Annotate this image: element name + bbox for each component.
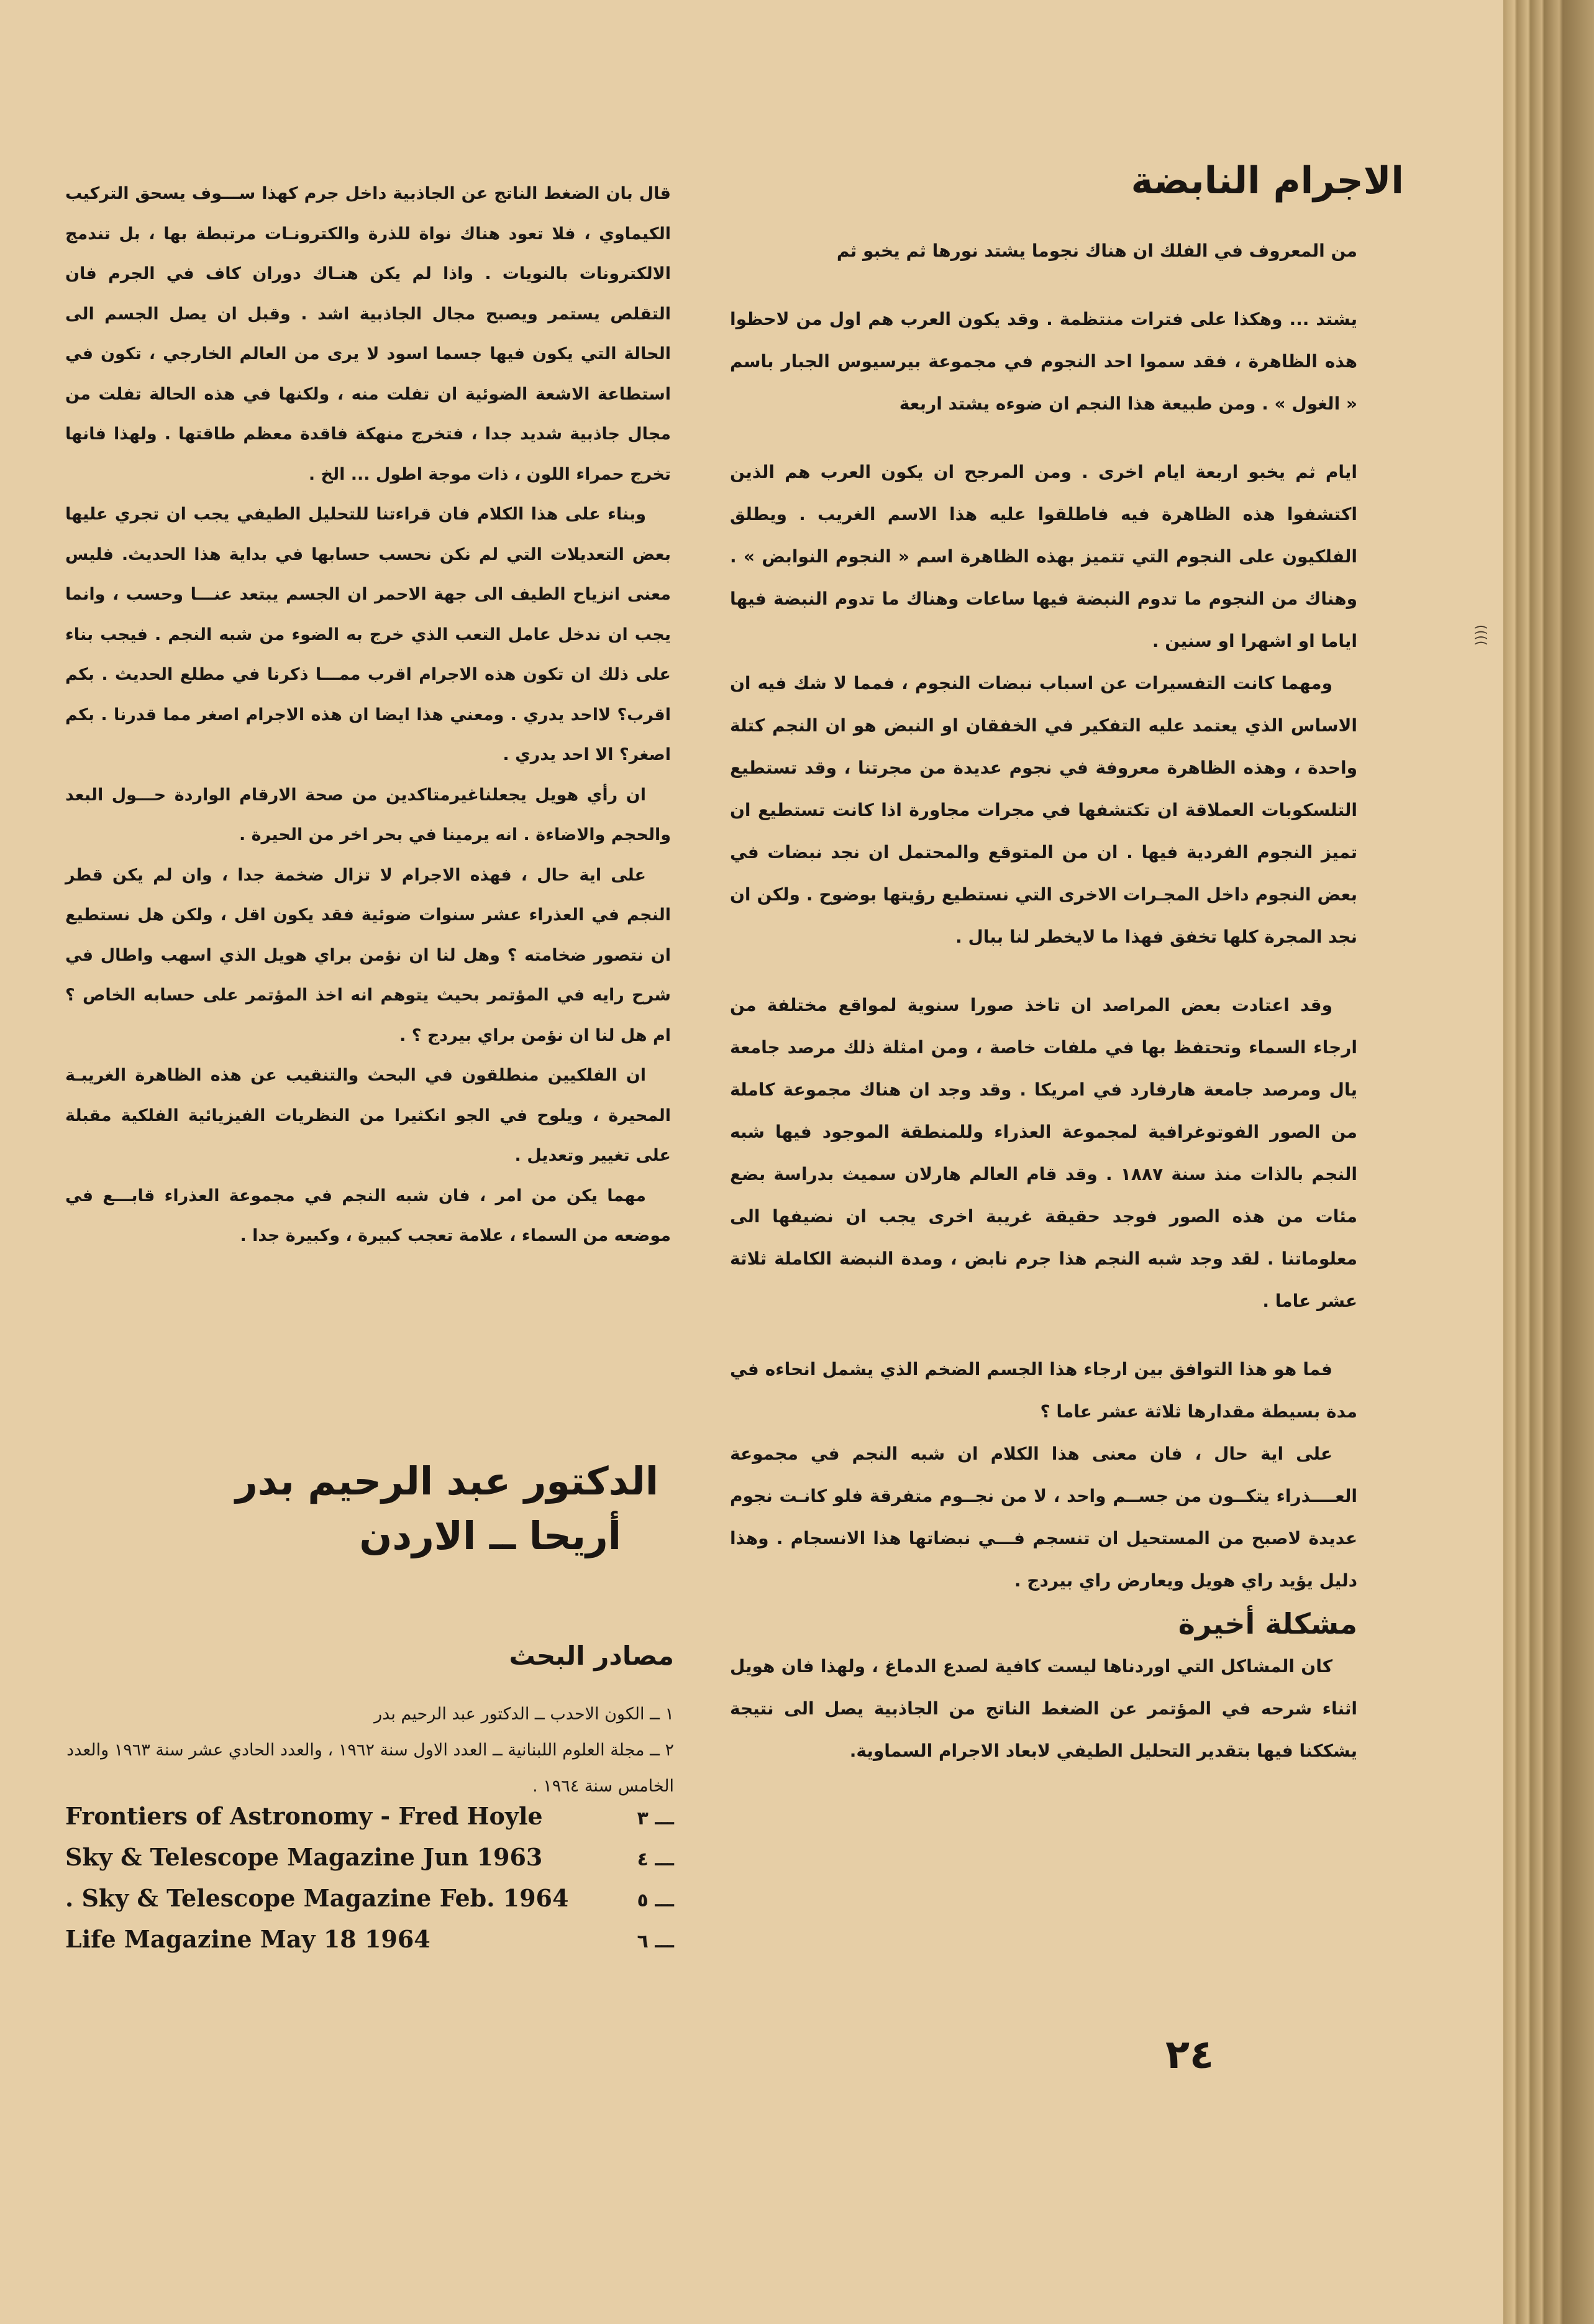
reference-number: ـــ ٦ bbox=[637, 1931, 674, 1952]
reference-row bbox=[65, 1884, 674, 1925]
left-paragraph-1: قال بان الضغط الناتج عن الجاذبية داخل جرم كهذا ســـوف يسحق التركيب الكيماوي ، فلا تعود هناك نواة للذرة والكترونـات مرتبطة بها ، بل تندمج الالكترونات بالنويات . واذا لم يكن هنـاك دوران كاف في الجرم فان التقلص يستمر ويصبح مجال الجاذبية اشد . وقبل ان يصل الجسم الى الحالة التي يكون فيها جسما اسود لا يرى من العالم الخارجي ، تكون في استطاعة الاشعة الضوئية ان تفلت منه ، ولكنها في هذه الحالة تفلت من مجال جاذبية شديد جدا ، فتخرج منهكة فاقدة معظم طاقتها . ولهذا فانها تخرج حمراء اللون ، ذات موجة اطول ... الخ . bbox=[65, 184, 671, 484]
reference-item: ٢ ــ مجلة العلوم اللبنانية ــ العدد الاول سنة ١٩٦٢ ، والعدد الحادي عشر سنة ١٩٦٣ والعدد الخامس سنة ١٩٦٤ . bbox=[66, 1741, 674, 1796]
left-paragraph-2: وبناء على هذا الكلام فان قراءتنا للتحليل الطيفي يجب ان تجري عليها بعض التعديلات التي لم نكن نحسب حسابها في بداية هذا الحديث. فليس معنى انزياح الطيف الى جهة الاحمر ان الجسم يبتعد عنـــا وحسب ، وانما يجب ان ندخل عامل التعب الذي خرج به الضوء من شبه النجم . فيجب بناء على ذلك ان تكون هذه الاجرام اقرب ممـــا ذكرنا في مطلع الحديث . بكم اقرب؟ لااحد يدري . ومعني هذا ايضا ان هذه الاجرام اصغر مما قدرنا . بكم اصغر؟ الا احد يدري . bbox=[65, 505, 671, 764]
references-english bbox=[65, 1802, 674, 1966]
author-place: أريحا ــ الاردن bbox=[359, 1513, 621, 1558]
right-paragraph-1: من المعروف في الفلك ان هناك نجوما يشتد نورها ثم يخبو ثم bbox=[836, 240, 1357, 261]
right-paragraph-8: كان المشاكل التي اوردناها ليست كافية لصدع الدماغ ، ولهذا فان هويل اثناء شرحه في المؤتمر عن الضغط الناتج من الجاذبية يصل الى نتيجة يشككنا فيها بتقدير التحليل الطيفي لابعاد الاجرام السماوية. bbox=[730, 1656, 1357, 1761]
article-title: الاجرام النابضة bbox=[1131, 159, 1404, 203]
sources-heading: مصادر البحث bbox=[509, 1640, 674, 1671]
reference-title: Sky & Telescope Magazine Jun 1963 bbox=[65, 1843, 543, 1871]
page-number: ٢٤ bbox=[1165, 2032, 1214, 2078]
reference-row bbox=[65, 1843, 674, 1884]
right-column bbox=[730, 158, 1357, 1772]
reference-title: Life Magazine May 18 1964 bbox=[65, 1925, 430, 1953]
left-paragraph-6: مهما يكن من امر ، فان شبه النجم في مجموعة العذراء قابـــع في موضعه من السماء ، علامة تعجب كبيرة ، وكبيرة جدا . bbox=[65, 1186, 671, 1245]
reference-number: ـــ ٥ bbox=[637, 1890, 674, 1911]
margin-mark: (((( bbox=[1473, 624, 1488, 646]
right-paragraph-5: وقد اعتادت بعض المراصد ان تاخذ صورا سنوية لمواقع مختلفة من ارجاء السماء وتحتفظ بها في ملفات خاصة ، ومن امثلة ذلك مرصد جامعة يال ومرصد جامعة هارفارد في امريكا . وقد وجد ان هناك مجموعة كاملة من الصور الفوتوغرافية لمجموعة العذراء وللمنطقة الموجود فيها شبه النجم بالذات منذ سنة ١٨٨٧ . وقد قام العالم هارلان سميث بدراسة بضع مئات من هذه الصور فوجد حقيقة غريبة اخرى يجب ان نضيفها الى معلوماتنا . لقد وجد شبه النجم هذا جرم نابض ، ومدة النبضة الكاملة ثلاثة عشر عاما . bbox=[730, 995, 1357, 1311]
book-fore-edge bbox=[1503, 0, 1594, 2324]
right-paragraph-4: ومهما كانت التفسيرات عن اسباب نبضات النجوم ، فمما لا شك فيه ان الاساس الذي يعتمد عليه التفكير في الخفقان او النبض هو ان النجم كتلة واحدة ، وهذه الظاهرة معروفة في نجوم عديدة من مجرتنا ، وقد تستطيع التلسكوبات العملاقة ان تكتشفها في مجرات مجاورة اذا كانت تستطيع ان تميز النجوم الفردية فيها . ان من المتوقع والمحتمل ان نجد نبضات في بعض النجوم داخل المجـرات الاخرى التي نستطيع رؤيتها بوضوح . ولكن ان نجد المجرة كلها تخفق فهذا ما لايخطر لنا ببال . bbox=[730, 673, 1357, 947]
reference-number: ـــ ٣ bbox=[637, 1808, 674, 1829]
reference-row bbox=[65, 1925, 674, 1966]
reference-title: . Sky & Telescope Magazine Feb. 1964 bbox=[65, 1884, 569, 1912]
right-paragraph-3: ايام ثم يخبو اربعة ايام اخرى . ومن المرجح ان يكون العرب هم الذين اكتشفوا هذه الظاهرة فيه فاطلقوا عليه هذا الاسم الغريب . ويطلق الفلكيون على النجوم التي تتميز بهذه الظاهرة اسم « النجوم النوابض » . وهناك من النجوم ما تدوم النبضة فيها ساعات وهناك ما تدوم النبضة فيها اياما او اشهرا او سنين . bbox=[730, 462, 1357, 651]
left-paragraph-4: على اية حال ، فهذه الاجرام لا تزال ضخمة جدا ، وان لم يكن قطر النجم في العذراء عشر سنوات ضوئية فقد يكون اقل ، ولكن هل نستطيع ان نتصور ضخامته ؟ وهل لنا ان نؤمن براي هويل الذي اسهب واطال في شرح رايه في المؤتمر بحيث يتوهم انه اخذ المؤتمر على حسابه الخاص ؟ ام هل لنا ان نؤمن براي بيردج ؟ . bbox=[65, 865, 671, 1045]
section-heading: مشكلة أخيرة bbox=[1178, 1607, 1357, 1640]
reference-row bbox=[65, 1802, 674, 1843]
references-arabic bbox=[65, 1696, 674, 1805]
reference-item: ١ ــ الكون الاحدب ــ الدكتور عبد الرحيم بدر bbox=[374, 1704, 674, 1724]
left-paragraph-3: ان رأي هويل يجعلناغيرمتاكدين من صحة الارقام الواردة حـــول البعد والحجم والاضاءة . انه يرمينا في بحر اخر من الحيرة . bbox=[65, 785, 671, 844]
author-signature bbox=[62, 1454, 677, 1563]
reference-number: ـــ ٤ bbox=[637, 1849, 674, 1870]
right-paragraph-2: يشتد ... وهكذا على فترات منتظمة . وقد يكون العرب هم اول من لاحظوا هذه الظاهرة ، فقد سموا احد النجوم في مجموعة بيرسيوس الجبار باسم « الغول » . ومن طبيعة هذا النجم ان ضوءه يشتد اربعة bbox=[730, 309, 1357, 414]
reference-title: Frontiers of Astronomy - Fred Hoyle bbox=[65, 1802, 543, 1830]
left-column bbox=[65, 174, 671, 1256]
right-paragraph-6: فما هو هذا التوافق بين ارجاء هذا الجسم الضخم الذي يشمل انحاءه في مدة بسيطة مقدارها ثلاثة عشر عاما ؟ bbox=[730, 1359, 1357, 1422]
left-paragraph-5: ان الفلكيين منطلقون في البحث والتنقيب عن هذه الظاهرة الغريبـة المحيرة ، ويلوح في الجو انكثيرا من النظريات الفيزيائية الفلكية مقبلة على تغيير وتعديل . bbox=[65, 1066, 671, 1165]
right-paragraph-7: على اية حال ، فان معنى هذا الكلام ان شبه النجم في مجموعة العــــذراء يتكــون من جســم واحد ، لا من نجــوم متفرقة فلو كانـت نجوم عديدة لاصبح من المستحيل ان تنسجم فـــي نبضاتها هذا الانسجام . وهذا دليل يؤيد راي هويل ويعارض راي بيردج . bbox=[730, 1443, 1357, 1591]
author-name: الدكتور عبد الرحيم بدر bbox=[235, 1458, 658, 1504]
